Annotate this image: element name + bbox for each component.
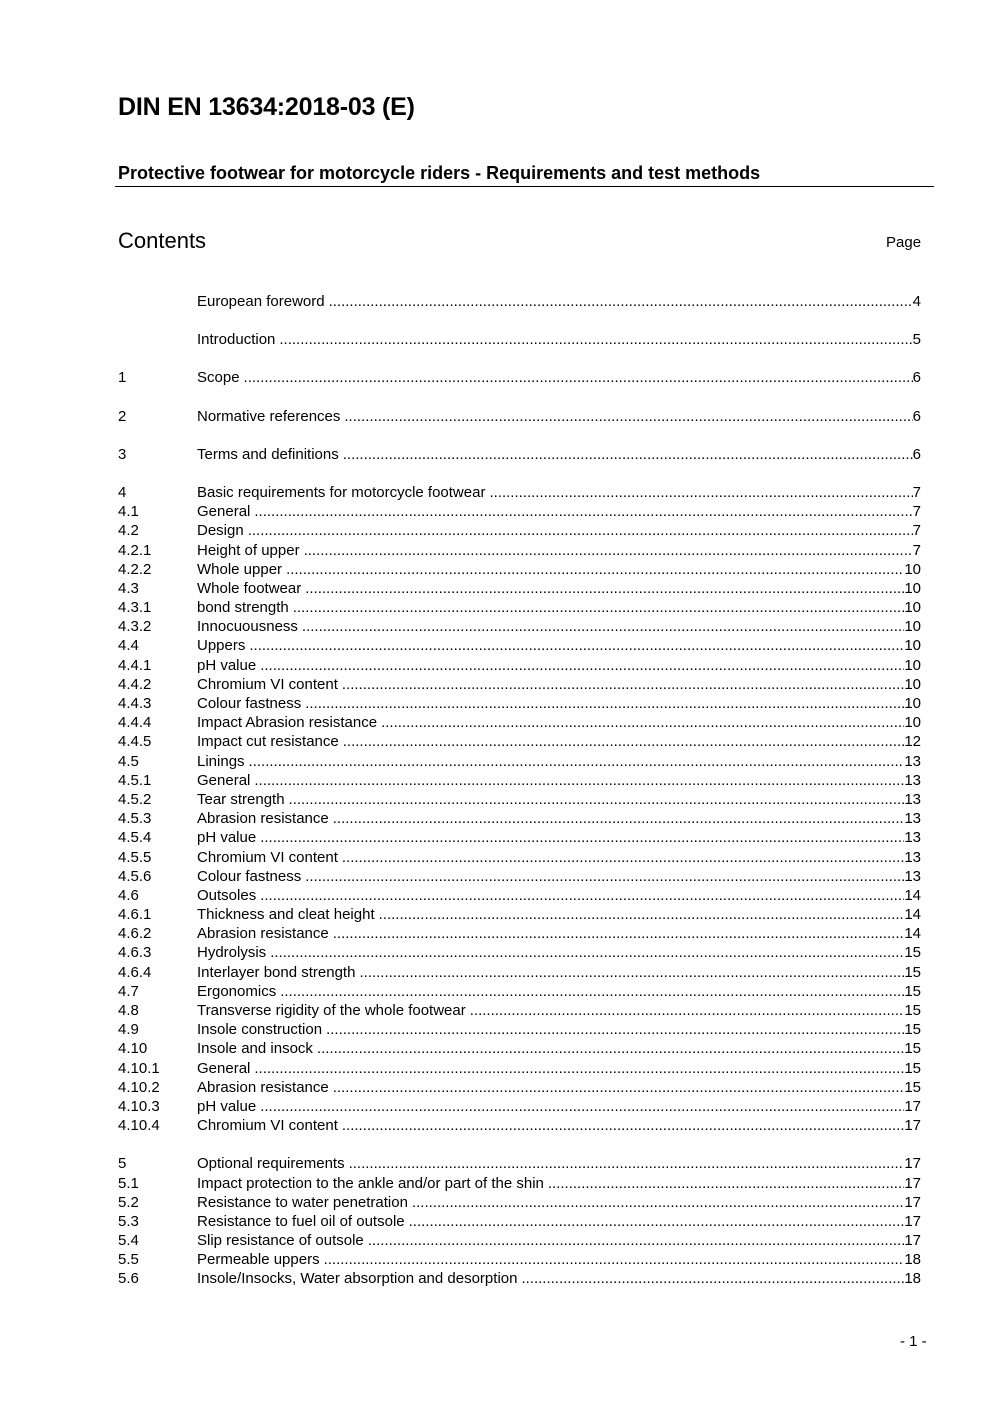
toc-entry[interactable]: [118, 1250, 921, 1269]
toc-entry[interactable]: [118, 828, 921, 847]
toc-entry-page: 13: [904, 771, 921, 789]
toc-dot-leader: [260, 828, 904, 847]
toc-entry[interactable]: [118, 560, 921, 579]
toc-entry-title: General: [197, 503, 251, 521]
toc-entry-number: 4: [118, 483, 127, 501]
toc-entry-number: 4.4.1: [118, 656, 152, 674]
toc-entry-page: 6: [912, 445, 921, 463]
toc-dot-leader: [289, 790, 905, 809]
toc-entry-title: Basic requirements for motorcycle footwear: [197, 483, 486, 501]
toc-entry-page: 7: [912, 483, 921, 501]
toc-entry-number: 3: [118, 445, 127, 463]
toc-entry-page: 15: [904, 1078, 921, 1096]
toc-entry-page: 10: [904, 599, 921, 617]
toc-entry-title: Uppers: [197, 637, 246, 655]
toc-dot-leader: [548, 1174, 904, 1193]
toc-dot-leader: [343, 732, 905, 751]
toc-dot-leader: [260, 1097, 904, 1116]
toc-entry-title: General: [197, 1059, 251, 1077]
toc-dot-leader: [254, 771, 904, 790]
toc-dot-leader: [368, 1231, 905, 1250]
toc-entry-number: 5: [118, 1155, 127, 1173]
toc-entry-number: 5.5: [118, 1251, 139, 1269]
toc-entry-page: 12: [904, 733, 921, 751]
toc-entry-title: Terms and definitions: [197, 445, 339, 463]
toc-entry-number: 4.7: [118, 982, 139, 1000]
toc-entry-page: 15: [904, 1021, 921, 1039]
toc-entry[interactable]: [118, 368, 921, 387]
toc-entry-title: Colour fastness: [197, 867, 302, 885]
toc-entry-page: 7: [912, 503, 921, 521]
toc-entry-page: 14: [904, 906, 921, 924]
toc-entry[interactable]: [118, 1097, 921, 1116]
toc-dot-leader: [344, 407, 912, 426]
toc-entry-number: 4.2.2: [118, 560, 152, 578]
toc-entry[interactable]: [118, 1039, 921, 1058]
toc-entry-page: 13: [904, 790, 921, 808]
toc-entry-title: Outsoles: [197, 886, 257, 904]
toc-entry-page: 17: [904, 1232, 921, 1250]
toc-entry-title: Thickness and cleat height: [197, 906, 375, 924]
toc-dot-leader: [279, 330, 912, 349]
toc-entry-number: 4.1: [118, 503, 139, 521]
toc-entry-title: Ergonomics: [197, 982, 277, 1000]
contents-heading: Contents: [118, 228, 207, 253]
toc-dot-leader: [326, 1020, 904, 1039]
toc-entry[interactable]: [118, 636, 921, 655]
toc-entry-number: 4.4: [118, 637, 139, 655]
toc-entry-number: 4.3: [118, 579, 139, 597]
toc-entry-number: 4.6.2: [118, 925, 152, 943]
toc-entry[interactable]: [118, 617, 921, 636]
toc-entry[interactable]: [118, 1231, 921, 1250]
toc-entry-title: Colour fastness: [197, 695, 302, 712]
toc-entry-page: 4: [912, 293, 921, 310]
toc-entry[interactable]: [118, 1116, 921, 1135]
toc-entry-page: 13: [904, 829, 921, 847]
toc-entry-page: 10: [904, 618, 921, 636]
toc-entry-number: 4.5.1: [118, 771, 152, 789]
toc-dot-leader: [521, 1269, 904, 1288]
toc-entry-title: Normative references: [197, 407, 341, 425]
toc-entry-title: Chromium VI content: [197, 848, 338, 866]
toc-entry[interactable]: [118, 483, 921, 502]
toc-entry-number: 4.4.3: [118, 695, 152, 712]
toc-entry-title: pH value: [197, 656, 257, 674]
toc-entry-page: 5: [912, 331, 921, 349]
toc-entry-number: 5.1: [118, 1174, 139, 1192]
toc-entry-page: 7: [912, 522, 921, 540]
toc-entry[interactable]: [118, 1174, 921, 1193]
toc-entry-page: 10: [904, 695, 921, 712]
toc-entry[interactable]: [118, 982, 921, 1001]
toc-entry-number: 4.4.4: [118, 714, 152, 732]
toc-entry-number: 5.2: [118, 1193, 139, 1211]
toc-entry[interactable]: [118, 713, 921, 732]
toc-entry[interactable]: [118, 963, 921, 982]
toc-dot-leader: [343, 445, 913, 464]
toc-entry-page: 10: [904, 714, 921, 732]
toc-entry-page: 15: [904, 1059, 921, 1077]
toc-entry[interactable]: [118, 1154, 921, 1173]
toc-entry-number: 1: [118, 369, 127, 387]
toc-entry[interactable]: [118, 1269, 921, 1288]
toc-entry-title: Impact Abrasion resistance: [197, 714, 378, 732]
toc-dot-leader: [329, 292, 913, 311]
toc-dot-leader: [489, 483, 912, 502]
toc-entry-number: 4.10.2: [118, 1078, 160, 1096]
toc-entry[interactable]: [118, 732, 921, 751]
toc-dot-leader: [280, 982, 904, 1001]
toc-dot-leader: [244, 368, 913, 387]
toc-entry-title: European foreword: [197, 293, 325, 310]
document-subtitle: Protective footwear for motorcycle riders - Requirements and test methods: [118, 163, 761, 183]
toc-dot-leader: [304, 541, 913, 560]
toc-entry-number: 2: [118, 407, 127, 425]
toc-entry[interactable]: [118, 924, 921, 943]
toc-entry-title: Insole and insock: [197, 1040, 313, 1058]
toc-entry-number: 4.5.3: [118, 810, 152, 828]
toc-dot-leader: [359, 963, 904, 982]
toc-entry-page: 17: [904, 1193, 921, 1211]
toc-dot-leader: [324, 1250, 905, 1269]
toc-entry-page: 10: [904, 675, 921, 693]
toc-entry-title: Design: [197, 522, 244, 540]
toc-entry-title: Innocuousness: [197, 618, 298, 636]
toc-entry-number: 4.10.3: [118, 1097, 160, 1115]
toc-entry[interactable]: [118, 292, 921, 311]
toc-dot-leader: [333, 924, 905, 943]
toc-entry-page: 13: [904, 752, 921, 770]
toc-entry-title: Resistance to fuel oil of outsole: [197, 1212, 405, 1230]
toc-entry[interactable]: [118, 809, 921, 828]
toc-entry-number: 4.10.4: [118, 1117, 160, 1135]
toc-entry-page: 17: [904, 1097, 921, 1115]
toc-dot-leader: [302, 617, 904, 636]
toc-entry[interactable]: [118, 943, 921, 962]
toc-entry-number: 4.2.1: [118, 541, 152, 559]
toc-entry[interactable]: [118, 330, 921, 349]
toc-entry-page: 17: [904, 1174, 921, 1192]
toc-entry-page: 17: [904, 1117, 921, 1135]
toc-dot-leader: [333, 809, 905, 828]
toc-dot-leader: [349, 1154, 905, 1173]
toc-entry-title: Tear strength: [197, 790, 285, 808]
toc-entry-title: Linings: [197, 752, 245, 770]
toc-entry-title: Permeable uppers: [197, 1251, 320, 1269]
toc-entry-title: General: [197, 771, 251, 789]
toc-entry-number: 4.10.1: [118, 1059, 160, 1077]
page-number: - 1 -: [900, 1333, 927, 1350]
toc-entry-title: Abrasion resistance: [197, 810, 329, 828]
toc-entry-title: Hydrolysis: [197, 944, 267, 962]
toc-entry-title: Whole upper: [197, 560, 283, 578]
toc-entry-page: 6: [912, 407, 921, 425]
toc-entry-number: 5.3: [118, 1212, 139, 1230]
toc-entry-page: 17: [904, 1155, 921, 1173]
toc-entry-title: Whole footwear: [197, 579, 302, 597]
toc-entry-number: 4.9: [118, 1021, 139, 1039]
toc-entry-number: 4.5.5: [118, 848, 152, 866]
toc-entry-title: Slip resistance of outsole: [197, 1232, 364, 1250]
table-of-contents: [118, 292, 921, 1289]
page-column-heading: Page: [886, 234, 922, 251]
toc-entry[interactable]: [118, 598, 921, 617]
toc-entry-number: 5.4: [118, 1232, 139, 1250]
toc-dot-leader: [412, 1193, 904, 1212]
toc-entry[interactable]: [118, 752, 921, 771]
toc-dot-leader: [248, 521, 913, 540]
toc-entry-number: 4.4.5: [118, 733, 152, 751]
toc-dot-leader: [305, 694, 904, 713]
toc-dot-leader: [260, 886, 904, 905]
toc-entry-number: 4.4.2: [118, 675, 152, 693]
toc-dot-leader: [409, 1212, 905, 1231]
toc-dot-leader: [249, 636, 904, 655]
toc-entry-page: 10: [904, 579, 921, 597]
toc-dot-leader: [381, 713, 904, 732]
toc-entry-title: Optional requirements: [197, 1155, 345, 1173]
toc-entry-title: Impact protection to the ankle and/or part of the shin: [197, 1174, 544, 1192]
toc-entry-title: Insole construction: [197, 1021, 323, 1039]
toc-dot-leader: [270, 943, 904, 962]
document-title: DIN EN 13634:2018-03 (E): [118, 93, 415, 121]
toc-entry[interactable]: [118, 445, 921, 464]
toc-dot-leader: [342, 1116, 904, 1135]
toc-entry[interactable]: [118, 694, 921, 713]
toc-entry-page: 14: [904, 925, 921, 943]
toc-entry-page: 13: [904, 867, 921, 885]
toc-entry[interactable]: [118, 407, 921, 426]
toc-entry-page: 10: [904, 656, 921, 674]
toc-entry[interactable]: [118, 502, 921, 521]
toc-dot-leader: [305, 579, 904, 598]
toc-entry-title: Abrasion resistance: [197, 1078, 329, 1096]
toc-entry[interactable]: [118, 848, 921, 867]
toc-dot-leader: [470, 1001, 905, 1020]
toc-entry-page: 18: [904, 1251, 921, 1269]
toc-entry-title: Interlayer bond strength: [197, 963, 356, 981]
toc-entry-page: 10: [904, 560, 921, 578]
toc-entry-title: Chromium VI content: [197, 1117, 338, 1135]
toc-dot-leader: [333, 1078, 905, 1097]
toc-entry[interactable]: [118, 1078, 921, 1097]
toc-entry-page: 15: [904, 963, 921, 981]
toc-entry-number: 4.2: [118, 522, 139, 540]
toc-entry[interactable]: [118, 905, 921, 924]
toc-entry-number: 4.5.4: [118, 829, 152, 847]
toc-entry-number: 4.5: [118, 752, 139, 770]
toc-entry-title: pH value: [197, 1097, 257, 1115]
toc-entry[interactable]: [118, 1193, 921, 1212]
toc-entry[interactable]: [118, 790, 921, 809]
toc-entry-number: 4.10: [118, 1040, 148, 1058]
toc-entry-page: 17: [904, 1212, 921, 1230]
toc-entry-title: Insole/Insocks, Water absorption and desorption: [197, 1270, 518, 1288]
toc-dot-leader: [379, 905, 905, 924]
toc-entry[interactable]: [118, 541, 921, 560]
toc-entry[interactable]: [118, 675, 921, 694]
toc-dot-leader: [286, 560, 904, 579]
toc-entry-title: Abrasion resistance: [197, 925, 329, 943]
toc-dot-leader: [254, 502, 912, 521]
toc-entry[interactable]: [118, 1020, 921, 1039]
toc-entry-page: 6: [912, 369, 921, 387]
toc-entry[interactable]: [118, 886, 921, 905]
toc-entry[interactable]: [118, 867, 921, 886]
toc-dot-leader: [317, 1039, 904, 1058]
toc-entry-page: 14: [904, 886, 921, 904]
toc-entry-number: 4.6.3: [118, 944, 152, 962]
toc-entry[interactable]: [118, 771, 921, 790]
toc-entry-number: 4.6.1: [118, 906, 152, 924]
toc-entry-title: Height of upper: [197, 541, 300, 559]
toc-entry-number: 4.3.2: [118, 618, 152, 636]
toc-entry-page: 15: [904, 944, 921, 962]
toc-entry-title: Resistance to water penetration: [197, 1193, 408, 1211]
toc-entry[interactable]: [118, 1001, 921, 1020]
toc-entry-number: 4.3.1: [118, 599, 152, 617]
toc-entry-title: bond strength: [197, 599, 289, 617]
toc-entry-page: 13: [904, 848, 921, 866]
toc-entry-title: Impact cut resistance: [197, 733, 339, 751]
toc-entry-page: 18: [904, 1270, 921, 1288]
toc-entry-number: 4.6: [118, 886, 139, 904]
toc-entry-number: 5.6: [118, 1270, 139, 1288]
toc-dot-leader: [249, 752, 905, 771]
toc-entry-page: 15: [904, 1040, 921, 1058]
toc-entry-page: 15: [904, 1002, 921, 1019]
toc-dot-leader: [254, 1059, 904, 1078]
toc-entry[interactable]: [118, 656, 921, 675]
toc-entry[interactable]: [118, 1212, 921, 1231]
toc-entry-page: 10: [904, 637, 921, 655]
toc-entry-title: Chromium VI content: [197, 675, 338, 693]
toc-entry-number: 4.5.6: [118, 867, 152, 885]
toc-entry[interactable]: [118, 1059, 921, 1078]
toc-dot-leader: [260, 656, 904, 675]
toc-entry-title: pH value: [197, 829, 257, 847]
toc-entry-number: 4.5.2: [118, 790, 152, 808]
toc-entry[interactable]: [118, 521, 921, 540]
toc-dot-leader: [342, 675, 904, 694]
toc-entry-title: Scope: [197, 369, 240, 387]
toc-entry-page: 15: [904, 982, 921, 1000]
title-divider: [115, 186, 934, 187]
toc-entry-page: 7: [912, 541, 921, 559]
toc-dot-leader: [293, 598, 905, 617]
toc-entry[interactable]: [118, 579, 921, 598]
toc-entry-number: 4.8: [118, 1002, 139, 1019]
toc-dot-leader: [342, 848, 904, 867]
toc-entry-title: Transverse rigidity of the whole footwear: [197, 1002, 466, 1019]
toc-dot-leader: [305, 867, 904, 886]
toc-entry-number: 4.6.4: [118, 963, 152, 981]
toc-entry-title: Introduction: [197, 331, 276, 349]
toc-entry-page: 13: [904, 810, 921, 828]
